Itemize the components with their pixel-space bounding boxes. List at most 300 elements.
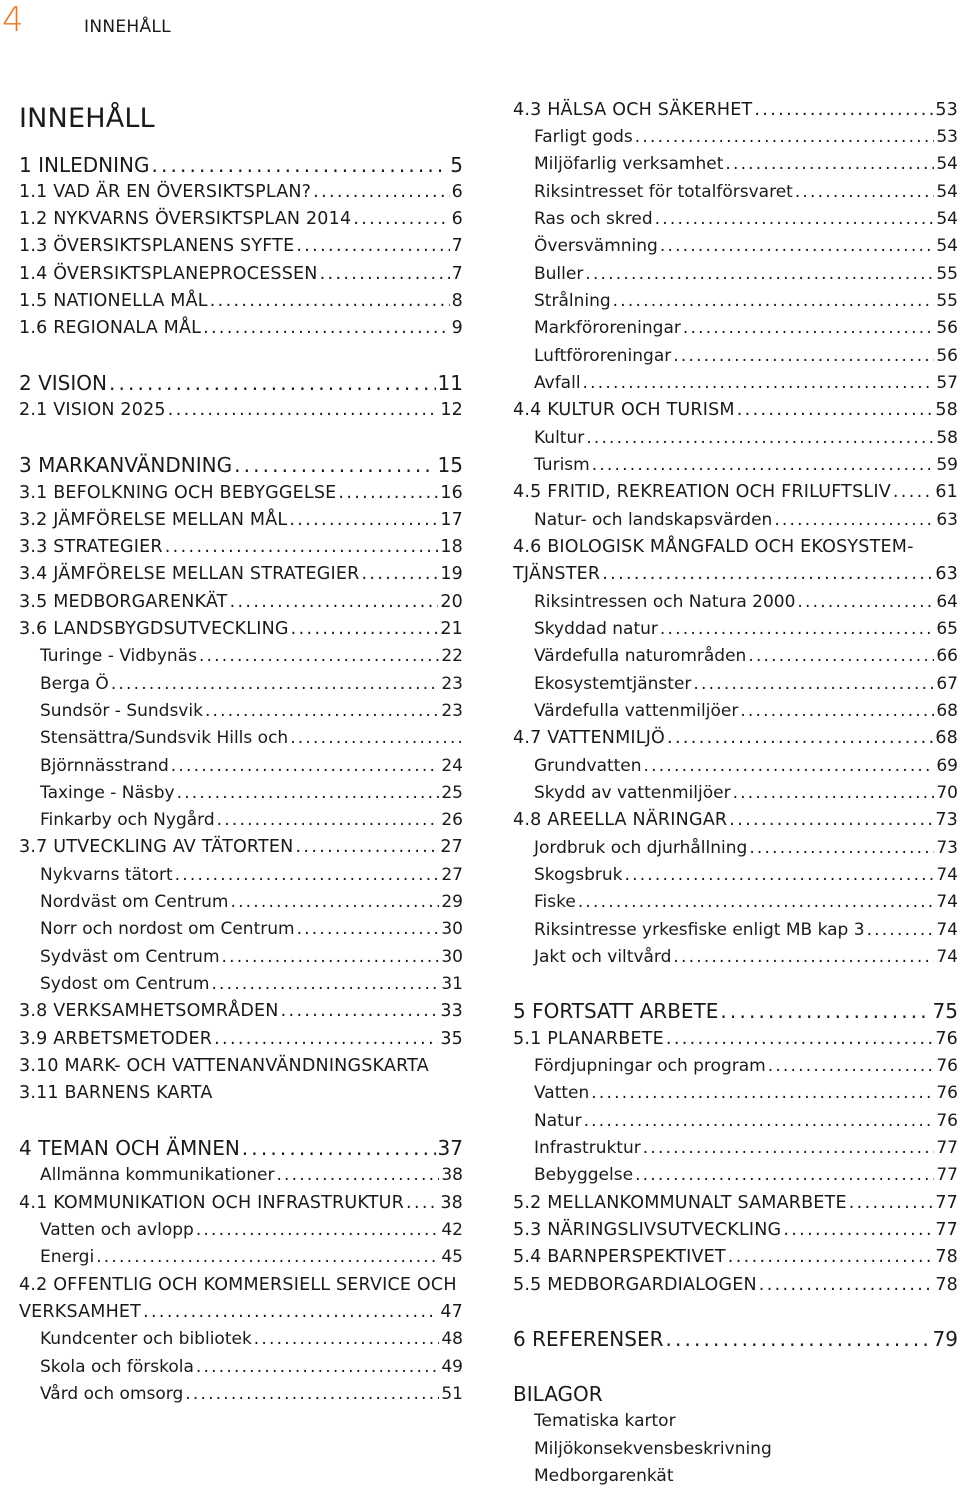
toc-entry-page: 59: [936, 455, 958, 475]
toc-entry[interactable]: [19, 1326, 463, 1353]
toc-entry-label: Natur- och landskapsvärden: [534, 510, 773, 530]
toc-entry[interactable]: [513, 397, 958, 424]
dot-leader: [203, 315, 450, 342]
toc-entry[interactable]: [513, 507, 958, 534]
toc-entry-label: Skola och förskola: [40, 1357, 194, 1377]
toc-entry[interactable]: [19, 507, 463, 534]
toc-entry-label: 6 REFERENSER: [513, 1327, 664, 1351]
toc-entry-page: 79: [932, 1327, 958, 1351]
toc-entry[interactable]: [513, 753, 958, 780]
toc-entry[interactable]: [19, 1026, 463, 1053]
toc-entry[interactable]: [513, 725, 958, 752]
toc-entry[interactable]: [19, 616, 463, 643]
toc-entry[interactable]: [513, 233, 958, 260]
toc-entry[interactable]: [513, 151, 958, 178]
toc-entry-page: 54: [936, 209, 958, 229]
toc-entry-page: 27: [440, 837, 463, 857]
toc-entry[interactable]: [19, 397, 463, 424]
toc-entry-label: Finkarby och Nygård: [40, 810, 215, 830]
toc-entry-label: 5.5 MEDBORGARDIALOGEN: [513, 1275, 757, 1295]
dot-leader: [893, 479, 933, 506]
toc-entry[interactable]: [513, 1463, 958, 1490]
toc-entry[interactable]: [513, 1436, 958, 1463]
toc-entry-page: 73: [936, 838, 958, 858]
toc-entry-page: 42: [441, 1220, 463, 1240]
toc-entry-page: 20: [440, 592, 463, 612]
toc-entry-label: Berga Ö: [40, 674, 109, 694]
toc-entry-label: 1.4 ÖVERSIKTSPLANEPROCESSEN: [19, 264, 318, 284]
toc-entry[interactable]: [19, 1354, 463, 1381]
toc-entry[interactable]: [513, 452, 958, 479]
dot-leader: [406, 1190, 438, 1217]
dot-leader: [338, 480, 438, 507]
dot-leader: [660, 233, 935, 260]
dot-leader: [214, 1026, 438, 1053]
dot-leader: [230, 589, 439, 616]
toc-entry[interactable]: [19, 807, 463, 834]
toc-entry[interactable]: [513, 288, 958, 315]
toc-entry-page: 48: [441, 1329, 463, 1349]
toc-entry-label: 4.2 OFFENTLIG OCH KOMMERSIELL SERVICE OCH: [19, 1275, 457, 1295]
toc-entry-page: 47: [440, 1302, 463, 1322]
toc-entry-page: 65: [936, 619, 958, 639]
toc-entry[interactable]: [19, 1135, 463, 1162]
toc-entry-label: 1.1 VAD ÄR EN ÖVERSIKTSPLAN?: [19, 182, 312, 202]
dot-leader: [720, 998, 930, 1025]
toc-entry-page: 22: [441, 646, 463, 666]
toc-entry-label: Taxinge - Näsby: [40, 783, 175, 803]
toc-entry-page: 51: [441, 1384, 463, 1404]
dot-leader: [361, 561, 438, 588]
toc-entry-page: 31: [441, 974, 463, 994]
dot-leader: [624, 862, 934, 889]
toc-entry-page: 23: [441, 701, 463, 721]
toc-entry[interactable]: [513, 1326, 958, 1353]
toc-entry-page: 58: [935, 400, 958, 420]
toc-entry-label: Sydväst om Centrum: [40, 947, 220, 967]
toc-entry-page: 38: [441, 1165, 463, 1185]
toc-entry-label: Allmänna kommunikationer: [40, 1165, 275, 1185]
dot-leader: [635, 124, 935, 151]
dot-leader: [586, 425, 934, 452]
toc-entry[interactable]: [19, 889, 463, 916]
toc-entry-label: 4.8 AREELLA NÄRINGAR: [513, 810, 728, 830]
dot-leader: [353, 206, 449, 233]
dot-leader: [783, 1217, 933, 1244]
dot-leader: [666, 1026, 933, 1053]
toc-entry-label: 3.3 STRATEGIER: [19, 537, 163, 557]
toc-entry-label: VERKSAMHET: [19, 1302, 142, 1322]
toc-entry[interactable]: [19, 1053, 463, 1080]
dot-leader: [754, 97, 933, 124]
toc-entry[interactable]: [19, 725, 463, 752]
toc-entry[interactable]: [513, 206, 958, 233]
toc-entry-label: Natur: [534, 1111, 582, 1131]
toc-entry-page: 69: [936, 756, 958, 776]
toc-entry-label: 3.7 UTVECKLING AV TÄTORTEN: [19, 837, 294, 857]
dot-leader: [234, 452, 435, 479]
toc-title: INNEHÅLL: [19, 103, 155, 134]
toc-entry-label: 3.9 ARBETSMETODER: [19, 1029, 213, 1049]
toc-entry-page: 76: [936, 1083, 958, 1103]
toc-entry[interactable]: [513, 998, 958, 1025]
dot-leader: [591, 1080, 934, 1107]
dot-leader: [210, 288, 450, 315]
dot-leader: [693, 671, 934, 698]
toc-entry-page: 33: [440, 1001, 463, 1021]
toc-entry-label: Riksintresse yrkesfiske enligt MB kap 3: [534, 920, 865, 940]
toc-entry-page: 17: [440, 510, 463, 530]
dot-leader: [199, 643, 439, 670]
toc-entry-page: 78: [935, 1275, 958, 1295]
toc-entry[interactable]: [513, 179, 958, 206]
toc-entry[interactable]: [513, 315, 958, 342]
dot-leader: [583, 370, 935, 397]
dot-leader: [585, 261, 934, 288]
toc-entry-label: 5.1 PLANARBETE: [513, 1029, 664, 1049]
toc-entry-page: 16: [440, 483, 463, 503]
toc-entry[interactable]: [513, 1217, 958, 1244]
toc-entry-page: 53: [935, 100, 958, 120]
toc-entry[interactable]: [19, 1162, 463, 1189]
toc-entry-label: Nordväst om Centrum: [40, 892, 229, 912]
toc-entry-label: 3 MARKANVÄNDNING: [19, 453, 233, 477]
running-head: INNEHÅLL: [84, 17, 171, 37]
dot-leader: [683, 315, 934, 342]
toc-entry[interactable]: [513, 479, 958, 506]
toc-entry[interactable]: [513, 807, 958, 834]
toc-entry-page: 64: [936, 592, 958, 612]
dot-leader: [797, 589, 934, 616]
toc-entry[interactable]: [513, 97, 958, 124]
toc-entry-page: 30: [441, 919, 463, 939]
dot-leader: [205, 698, 439, 725]
toc-entry-label: Sundsör - Sundsvik: [40, 701, 203, 721]
toc-entry-label: Översvämning: [534, 236, 658, 256]
toc-entry-page: 24: [441, 756, 463, 776]
toc-entry-page: 26: [441, 810, 463, 830]
dot-leader: [660, 616, 934, 643]
dot-leader: [222, 944, 440, 971]
toc-entry-label: 3.1 BEFOLKNING OCH BEBYGGELSE: [19, 483, 337, 503]
toc-entry-label: TJÄNSTER: [513, 564, 601, 584]
toc-entry-page: 23: [441, 674, 463, 694]
toc-entry[interactable]: [513, 261, 958, 288]
toc-entry[interactable]: [513, 124, 958, 151]
toc-entry[interactable]: [19, 561, 463, 588]
toc-entry[interactable]: [513, 917, 958, 944]
dot-leader: [602, 561, 933, 588]
toc-entry-page: 18: [440, 537, 463, 557]
toc-entry-page: 74: [936, 892, 958, 912]
toc-entry-label: 4.7 VATTENMILJÖ: [513, 728, 666, 748]
toc-entry-label: Stensättra/Sundsvik Hills och: [40, 728, 289, 748]
toc-entry-label: Skogsbruk: [534, 865, 623, 885]
toc-entry[interactable]: [19, 261, 463, 288]
toc-entry-page: 11: [437, 371, 463, 395]
toc-entry-page: 45: [441, 1247, 463, 1267]
toc-entry[interactable]: [19, 206, 463, 233]
toc-entry[interactable]: [19, 862, 463, 889]
dot-leader: [733, 780, 935, 807]
toc-entry[interactable]: [513, 1108, 958, 1135]
toc-entry[interactable]: [19, 1217, 463, 1244]
toc-entry[interactable]: [19, 534, 463, 561]
toc-entry-page: 75: [932, 999, 958, 1023]
toc-entry-label: Vatten: [534, 1083, 590, 1103]
toc-entry[interactable]: [513, 1381, 958, 1408]
toc-entry[interactable]: [513, 1026, 958, 1053]
toc-entry-label: Värdefulla naturområden: [534, 646, 747, 666]
toc-entry-page: 77: [936, 1138, 958, 1158]
dot-leader: [592, 452, 935, 479]
dot-leader: [748, 643, 934, 670]
toc-entry[interactable]: [513, 370, 958, 397]
toc-entry-page: 5: [450, 153, 463, 177]
toc-entry[interactable]: [19, 370, 463, 397]
toc-entry[interactable]: [19, 944, 463, 971]
toc-entry[interactable]: [513, 343, 958, 370]
dot-leader: [749, 835, 934, 862]
toc-entry[interactable]: [19, 152, 463, 179]
toc-entry-label: 4 TEMAN OCH ÄMNEN: [19, 1136, 240, 1160]
dot-leader: [673, 343, 934, 370]
toc-entry[interactable]: [513, 1408, 958, 1435]
dot-leader: [196, 1217, 440, 1244]
toc-entry-label: 5.3 NÄRINGSLIVSUTVECKLING: [513, 1220, 782, 1240]
dot-leader: [297, 916, 440, 943]
dot-leader: [728, 1244, 934, 1271]
toc-entry-label: Buller: [534, 264, 584, 284]
dot-leader: [276, 1162, 439, 1189]
toc-entry-page: 8: [451, 291, 463, 311]
toc-entry-page: 74: [936, 920, 958, 940]
toc-entry-label: Jordbruk och djurhållning: [534, 838, 748, 858]
toc-entry-label: 3.8 VERKSAMHETSOMRÅDEN: [19, 1001, 279, 1021]
toc-entry[interactable]: [19, 698, 463, 725]
toc-entry-page: 55: [936, 291, 958, 311]
toc-entry-page: 76: [936, 1111, 958, 1131]
dot-leader: [725, 151, 934, 178]
toc-entry-label: Kundcenter och bibliotek: [40, 1329, 252, 1349]
dot-leader: [849, 1190, 934, 1217]
toc-entry-label: Farligt gods: [534, 127, 633, 147]
dot-leader: [171, 753, 440, 780]
toc-entry-page: 30: [441, 947, 463, 967]
toc-entry[interactable]: [513, 780, 958, 807]
toc-entry[interactable]: [513, 561, 958, 588]
toc-entry[interactable]: [19, 916, 463, 943]
toc-entry-page: 55: [936, 264, 958, 284]
toc-entry-label: Skyddad natur: [534, 619, 658, 639]
dot-leader: [175, 862, 440, 889]
toc-entry-page: 6: [451, 209, 463, 229]
toc-entry[interactable]: [513, 862, 958, 889]
dot-leader: [729, 807, 933, 834]
toc-entry[interactable]: [19, 1272, 463, 1299]
toc-entry-page: 27: [441, 865, 463, 885]
dot-leader: [740, 698, 934, 725]
toc-entry[interactable]: [19, 1299, 463, 1326]
toc-entry-page: 29: [441, 892, 463, 912]
toc-entry-page: 54: [936, 236, 958, 256]
toc-entry-label: Jakt och viltvård: [534, 947, 672, 967]
toc-entry-label: 4.5 FRITID, REKREATION OCH FRILUFTSLIV: [513, 482, 891, 502]
toc-entry[interactable]: [513, 1272, 958, 1299]
dot-leader: [665, 1326, 930, 1353]
toc-entry[interactable]: [19, 780, 463, 807]
toc-entry-label: 4.6 BIOLOGISK MÅNGFALD OCH EKOSYSTEM-: [513, 537, 914, 557]
toc-entry[interactable]: [19, 452, 463, 479]
toc-entry-label: 1 INLEDNING: [19, 153, 150, 177]
dot-leader: [217, 807, 440, 834]
toc-entry-label: Ekosystemtjänster: [534, 674, 692, 694]
toc-entry-page: 63: [935, 564, 958, 584]
toc-entry[interactable]: [19, 998, 463, 1025]
dot-leader: [737, 397, 934, 424]
dot-leader: [230, 889, 439, 916]
toc-entry[interactable]: [19, 288, 463, 315]
toc-entry-page: 6: [451, 182, 463, 202]
toc-entry-page: 77: [935, 1220, 958, 1240]
toc-entry-page: 37: [437, 1136, 463, 1160]
toc-entry-label: 5.2 MELLANKOMMUNALT SAMARBETE: [513, 1193, 847, 1213]
dot-leader: [96, 1244, 439, 1271]
toc-entry-page: 76: [935, 1029, 958, 1049]
toc-entry-page: 19: [440, 564, 463, 584]
toc-entry[interactable]: [19, 233, 463, 260]
toc-entry-page: 77: [936, 1165, 958, 1185]
toc-entry[interactable]: [19, 1190, 463, 1217]
toc-entry[interactable]: [513, 1135, 958, 1162]
toc-entry[interactable]: [19, 315, 463, 342]
toc-entry[interactable]: [513, 534, 958, 561]
toc-entry-label: Energi: [40, 1247, 95, 1267]
dot-leader: [281, 998, 439, 1025]
toc-entry[interactable]: [513, 1080, 958, 1107]
toc-entry-page: 57: [936, 373, 958, 393]
toc-entry[interactable]: [513, 616, 958, 643]
toc-entry[interactable]: [19, 643, 463, 670]
toc-entry[interactable]: [513, 944, 958, 971]
toc-entry-label: 1.6 REGIONALA MÅL: [19, 318, 202, 338]
toc-entry-label: Infrastruktur: [534, 1138, 641, 1158]
toc-entry[interactable]: [513, 835, 958, 862]
toc-entry-label: Strålning: [534, 291, 611, 311]
toc-entry-label: Miljökonsekvensbeskrivning: [534, 1439, 772, 1459]
toc-entry-label: Vatten och avlopp: [40, 1220, 194, 1240]
toc-entry-label: 4.1 KOMMUNIKATION OCH INFRASTRUKTUR: [19, 1193, 405, 1213]
toc-entry-page: 56: [936, 346, 958, 366]
dot-leader: [768, 1053, 935, 1080]
toc-entry-label: BILAGOR: [513, 1382, 603, 1406]
toc-entry[interactable]: [513, 1190, 958, 1217]
toc-entry[interactable]: [19, 834, 463, 861]
toc-entry-page: 74: [936, 865, 958, 885]
dot-leader: [254, 1326, 440, 1353]
toc-entry-page: 76: [936, 1056, 958, 1076]
toc-entry[interactable]: [513, 1053, 958, 1080]
toc-entry-label: Björnnässtrand: [40, 756, 169, 776]
toc-entry-label: Medborgarenkät: [534, 1466, 674, 1486]
dot-leader: [289, 507, 438, 534]
toc-entry-label: Riksintresset för totalförsvaret: [534, 182, 793, 202]
toc-entry-page: 68: [935, 728, 958, 748]
toc-entry-label: Turinge - Vidbynäs: [40, 646, 197, 666]
toc-entry[interactable]: [513, 889, 958, 916]
toc-entry-label: Markföroreningar: [534, 318, 681, 338]
toc-entry[interactable]: [19, 671, 463, 698]
toc-entry[interactable]: [19, 589, 463, 616]
toc-entry-page: 15: [437, 453, 463, 477]
dot-leader: [151, 152, 448, 179]
toc-entry[interactable]: [19, 1080, 463, 1107]
toc-entry[interactable]: [19, 971, 463, 998]
toc-entry-page: 68: [936, 701, 958, 721]
toc-entry-label: 3.6 LANDSBYGDSUTVECKLING: [19, 619, 289, 639]
toc-entry-page: 73: [935, 810, 958, 830]
toc-entry-label: 3.5 MEDBORGARENKÄT: [19, 592, 228, 612]
toc-entry-label: Miljöfarlig verksamhet: [534, 154, 724, 174]
dot-leader: [644, 753, 935, 780]
dot-leader: [143, 1299, 438, 1326]
toc-entry-page: 21: [440, 619, 463, 639]
toc-entry-label: 1.3 ÖVERSIKTSPLANENS SYFTE: [19, 236, 295, 256]
toc-entry[interactable]: [513, 425, 958, 452]
toc-entry-page: 49: [441, 1357, 463, 1377]
dot-leader: [774, 507, 934, 534]
dot-leader: [111, 671, 440, 698]
toc-entry-label: 3.11 BARNENS KARTA: [19, 1083, 213, 1103]
toc-entry[interactable]: [513, 671, 958, 698]
dot-leader: [177, 780, 440, 807]
toc-entry-label: Kultur: [534, 428, 585, 448]
toc-entry[interactable]: [513, 1162, 958, 1189]
toc-entry[interactable]: [513, 643, 958, 670]
toc-entry-label: Bebyggelse: [534, 1165, 634, 1185]
toc-entry[interactable]: [513, 589, 958, 616]
toc-entry-page: 54: [936, 154, 958, 174]
dot-leader: [643, 1135, 935, 1162]
toc-entry[interactable]: [513, 1244, 958, 1271]
toc-entry-label: Riksintressen och Natura 2000: [534, 592, 796, 612]
toc-entry[interactable]: [19, 753, 463, 780]
dot-leader: [759, 1272, 934, 1299]
dot-leader: [185, 1381, 439, 1408]
toc-entry[interactable]: [513, 698, 958, 725]
toc-entry-page: 67: [936, 674, 958, 694]
toc-entry[interactable]: [19, 1244, 463, 1271]
toc-entry[interactable]: [19, 179, 463, 206]
dot-leader: [165, 534, 439, 561]
toc-entry-label: 3.2 JÄMFÖRELSE MELLAN MÅL: [19, 510, 288, 530]
toc-entry-label: 3.4 JÄMFÖRELSE MELLAN STRATEGIER: [19, 564, 360, 584]
toc-entry[interactable]: [19, 480, 463, 507]
dot-leader: [196, 1354, 439, 1381]
dot-leader: [635, 1162, 934, 1189]
dot-leader: [667, 725, 933, 752]
dot-leader: [295, 834, 438, 861]
dot-leader: [290, 725, 461, 752]
toc-entry-page: 66: [936, 646, 958, 666]
dot-leader: [867, 917, 935, 944]
toc-entry-label: 1.2 NYKVARNS ÖVERSIKTSPLAN 2014: [19, 209, 352, 229]
toc-entry[interactable]: [19, 1381, 463, 1408]
toc-entry-label: 5.4 BARNPERSPEKTIVET: [513, 1247, 726, 1267]
toc-entry-label: Vård och omsorg: [40, 1384, 184, 1404]
toc-entry-label: Turism: [534, 455, 590, 475]
dot-leader: [673, 944, 934, 971]
